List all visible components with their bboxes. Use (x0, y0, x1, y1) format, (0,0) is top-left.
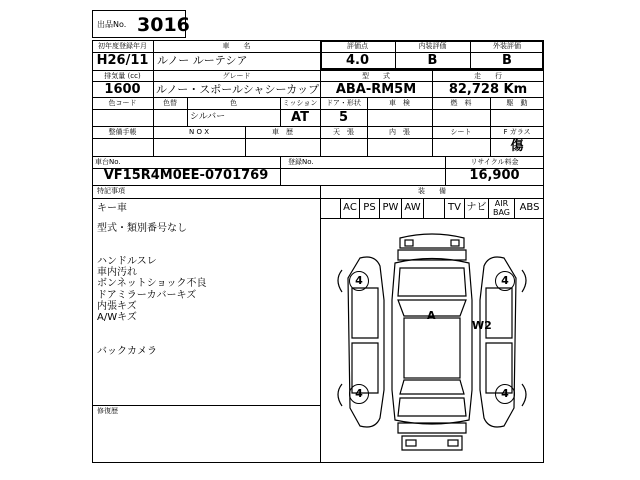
note-line: 車内汚れ (97, 267, 137, 279)
vin-label: 車台No. (95, 158, 121, 166)
displacement-value: 1600 (104, 82, 141, 97)
transmission-label: ミッション (282, 99, 318, 107)
interior-grade-value: B (427, 53, 438, 68)
note-line: A/Wキズ (97, 312, 137, 324)
inspection-label: 車 検 (389, 99, 410, 107)
note-line: 内張キズ (97, 300, 137, 312)
note-line: ドアミラーカバーキズ (97, 289, 197, 301)
lot-number-box (92, 10, 190, 38)
doors-value: 5 (338, 110, 349, 125)
grade-label: グレード (222, 72, 251, 80)
equip-ps: PS (360, 198, 380, 218)
fuel-label: 燃 料 (450, 99, 472, 107)
note-line: バックカメラ (97, 346, 157, 357)
mileage-label: 走 行 (474, 72, 502, 80)
exterior-grade-value: B (502, 53, 512, 68)
damage-mark-a: A (427, 309, 436, 322)
equip-navi: ナビ (465, 198, 489, 218)
reg-number-label: 登録No. (288, 158, 314, 166)
notes-block-c (97, 256, 207, 323)
service-book-label: 整備手帳 (108, 128, 137, 136)
color-value: シルバー (190, 112, 226, 122)
equipment-row (320, 198, 544, 218)
car-history-label: 車 歴 (272, 128, 293, 136)
damage-mark-w2: W2 (472, 319, 492, 332)
transmission-value: AT (291, 110, 309, 125)
score-value: 4.0 (345, 53, 370, 68)
equip-pw: PW (380, 198, 402, 218)
color-change-label: 色替 (163, 99, 177, 107)
note-line: 型式・類別番号なし (97, 223, 187, 234)
interior-trim-label: 内 張 (389, 128, 410, 136)
notes-label: 特記事項 (97, 187, 125, 195)
mileage-value: 82,728 Km (448, 82, 528, 97)
notes-block-b (97, 223, 187, 235)
note-line: キー車 (97, 203, 127, 214)
color-label: 色 (230, 99, 237, 107)
front-glass-label: F ガラス (503, 128, 531, 136)
color-code-label: 色コード (108, 99, 137, 107)
car-name-label: 車 名 (222, 42, 251, 50)
equip-abs: ABS (519, 202, 540, 213)
car-damage-diagram (320, 218, 544, 463)
recycle-fee-label: リサイクル料金 (470, 158, 519, 166)
notes-block-a (97, 203, 127, 215)
recycle-fee-value: 16,900 (469, 168, 520, 183)
equip-airbag: AIR BAG (489, 199, 515, 219)
interior-grade-label: 内装評価 (418, 42, 447, 50)
displacement-label: 排気量 (cc) (104, 72, 141, 80)
tire-mark-front-left: 4 (349, 271, 369, 291)
note-line: ハンドルスレ (97, 256, 157, 267)
model-code-value: ABA-RM5M (335, 82, 417, 97)
repair-history-label: 修復歴 (97, 407, 118, 415)
lot-number-label: 出品No. (97, 20, 127, 29)
exterior-grade-label: 外装評価 (493, 42, 521, 50)
equip-aw: AW (402, 198, 424, 218)
headliner-label: 天 張 (333, 128, 354, 136)
tire-mark-front-right: 4 (495, 271, 515, 291)
reg-date-label: 初年度登録年月 (98, 42, 147, 50)
tire-mark-rear-left: 4 (349, 384, 369, 404)
car-name-value: ルノー ルーテシア (157, 54, 248, 67)
seat-label: シート (450, 128, 472, 136)
nox-label: N O X (189, 128, 209, 136)
lot-number-value: 3016 (137, 14, 190, 36)
equip-ac: AC (340, 198, 360, 218)
doors-label: ドア・形状 (326, 99, 361, 107)
grade-value: ルノー・スポールシャシーカップ (156, 83, 320, 96)
notes-block-d (97, 346, 157, 358)
tire-mark-rear-right: 4 (495, 384, 515, 404)
drive-label: 駆 動 (506, 99, 528, 107)
equip-tv: TV (445, 198, 465, 218)
note-line: ボンネットショック不良 (97, 278, 207, 290)
equipment-label: 装 備 (418, 187, 446, 195)
reg-date-value: H26/11 (96, 53, 149, 68)
model-code-label: 型 式 (362, 72, 390, 80)
vin-value: VF15R4M0EE-0701769 (103, 168, 269, 183)
score-label: 評価点 (347, 42, 368, 50)
front-glass-value: 傷 (510, 139, 524, 154)
